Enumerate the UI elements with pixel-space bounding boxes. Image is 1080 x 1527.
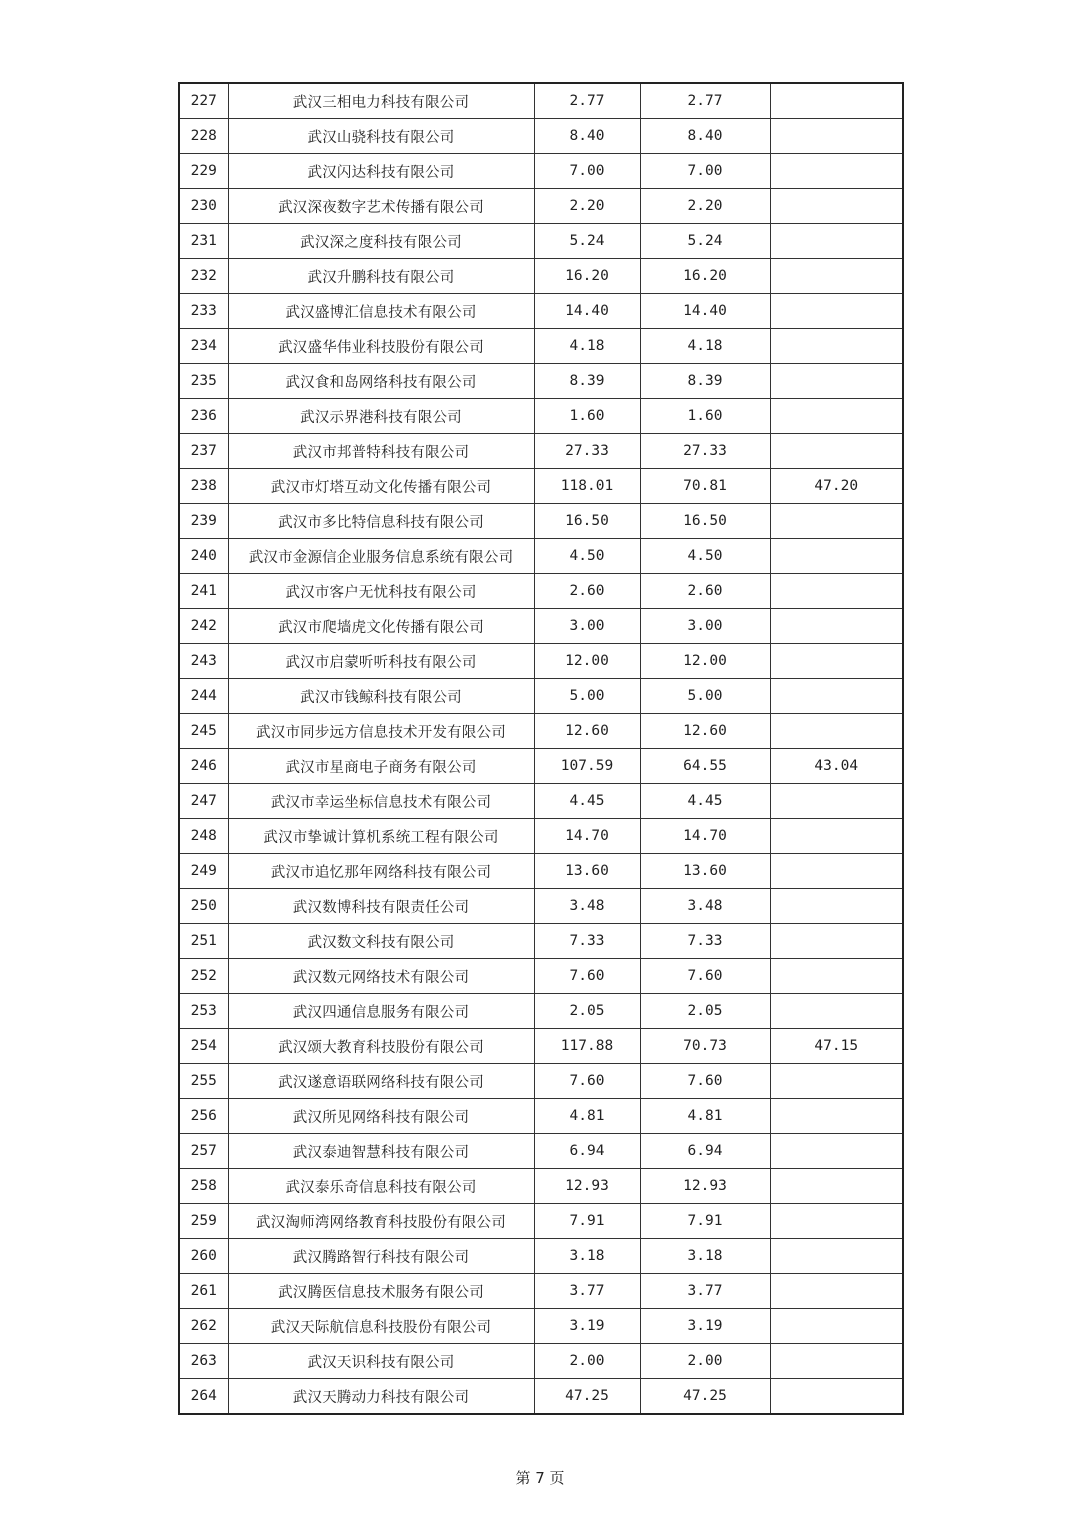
funding-table xyxy=(178,82,904,1415)
table-row xyxy=(179,469,903,504)
table-row xyxy=(179,1239,903,1274)
row-number: 237 xyxy=(179,434,228,469)
table-row xyxy=(179,399,903,434)
amount-part-2 xyxy=(770,1134,903,1169)
amount-total: 1.60 xyxy=(534,399,640,434)
company-name: 武汉闪达科技有限公司 xyxy=(228,154,534,189)
amount-part-2 xyxy=(770,119,903,154)
row-number: 235 xyxy=(179,364,228,399)
amount-part-1: 3.18 xyxy=(640,1239,770,1274)
table-row xyxy=(179,574,903,609)
amount-part-1: 3.00 xyxy=(640,609,770,644)
amount-part-1: 12.00 xyxy=(640,644,770,679)
company-name: 武汉市钱鲸科技有限公司 xyxy=(228,679,534,714)
company-name: 武汉示界港科技有限公司 xyxy=(228,399,534,434)
company-name: 武汉腾路智行科技有限公司 xyxy=(228,1239,534,1274)
amount-total: 3.18 xyxy=(534,1239,640,1274)
table-row xyxy=(179,1379,903,1415)
amount-part-2 xyxy=(770,1239,903,1274)
amount-part-1: 14.40 xyxy=(640,294,770,329)
amount-total: 13.60 xyxy=(534,854,640,889)
amount-part-1: 7.91 xyxy=(640,1204,770,1239)
table-row xyxy=(179,1169,903,1204)
amount-part-1: 47.25 xyxy=(640,1379,770,1415)
company-name: 武汉盛博汇信息技术有限公司 xyxy=(228,294,534,329)
amount-total: 7.33 xyxy=(534,924,640,959)
amount-part-1: 4.45 xyxy=(640,784,770,819)
page-number: 第 7 页 xyxy=(515,1469,565,1487)
row-number: 240 xyxy=(179,539,228,574)
amount-part-1: 64.55 xyxy=(640,749,770,784)
amount-part-2 xyxy=(770,1344,903,1379)
amount-part-2 xyxy=(770,924,903,959)
amount-total: 6.94 xyxy=(534,1134,640,1169)
amount-total: 2.05 xyxy=(534,994,640,1029)
amount-part-2 xyxy=(770,714,903,749)
amount-part-2 xyxy=(770,399,903,434)
company-name: 武汉淘师湾网络教育科技股份有限公司 xyxy=(228,1204,534,1239)
amount-total: 16.20 xyxy=(534,259,640,294)
amount-part-2 xyxy=(770,434,903,469)
row-number: 259 xyxy=(179,1204,228,1239)
row-number: 230 xyxy=(179,189,228,224)
row-number: 234 xyxy=(179,329,228,364)
table-row xyxy=(179,154,903,189)
company-name: 武汉市同步远方信息技术开发有限公司 xyxy=(228,714,534,749)
amount-part-1: 13.60 xyxy=(640,854,770,889)
amount-part-2 xyxy=(770,679,903,714)
amount-total: 107.59 xyxy=(534,749,640,784)
amount-total: 7.00 xyxy=(534,154,640,189)
amount-total: 14.40 xyxy=(534,294,640,329)
table-row xyxy=(179,224,903,259)
amount-part-2 xyxy=(770,1274,903,1309)
amount-part-2 xyxy=(770,1169,903,1204)
row-number: 241 xyxy=(179,574,228,609)
company-name: 武汉天际航信息科技股份有限公司 xyxy=(228,1309,534,1344)
amount-total: 47.25 xyxy=(534,1379,640,1415)
company-name: 武汉天识科技有限公司 xyxy=(228,1344,534,1379)
row-number: 238 xyxy=(179,469,228,504)
amount-total: 3.19 xyxy=(534,1309,640,1344)
amount-part-2 xyxy=(770,154,903,189)
amount-total: 12.00 xyxy=(534,644,640,679)
company-name: 武汉市客户无忧科技有限公司 xyxy=(228,574,534,609)
table-row xyxy=(179,294,903,329)
table-row xyxy=(179,259,903,294)
company-name: 武汉遂意语联网络科技有限公司 xyxy=(228,1064,534,1099)
company-name: 武汉市追忆那年网络科技有限公司 xyxy=(228,854,534,889)
table-row xyxy=(179,1064,903,1099)
row-number: 239 xyxy=(179,504,228,539)
amount-part-1: 3.19 xyxy=(640,1309,770,1344)
amount-part-2 xyxy=(770,644,903,679)
row-number: 264 xyxy=(179,1379,228,1415)
company-name: 武汉深夜数字艺术传播有限公司 xyxy=(228,189,534,224)
amount-part-1: 3.77 xyxy=(640,1274,770,1309)
amount-total: 3.77 xyxy=(534,1274,640,1309)
row-number: 229 xyxy=(179,154,228,189)
company-name: 武汉数文科技有限公司 xyxy=(228,924,534,959)
amount-part-1: 70.81 xyxy=(640,469,770,504)
row-number: 227 xyxy=(179,83,228,119)
row-number: 247 xyxy=(179,784,228,819)
row-number: 260 xyxy=(179,1239,228,1274)
amount-part-1: 14.70 xyxy=(640,819,770,854)
amount-part-2 xyxy=(770,609,903,644)
company-name: 武汉泰乐奇信息科技有限公司 xyxy=(228,1169,534,1204)
row-number: 233 xyxy=(179,294,228,329)
amount-part-1: 7.60 xyxy=(640,1064,770,1099)
table-row xyxy=(179,329,903,364)
amount-total: 7.60 xyxy=(534,1064,640,1099)
amount-part-2 xyxy=(770,1064,903,1099)
company-name: 武汉市邦普特科技有限公司 xyxy=(228,434,534,469)
company-name: 武汉颂大教育科技股份有限公司 xyxy=(228,1029,534,1064)
company-name: 武汉数元网络技术有限公司 xyxy=(228,959,534,994)
table-row xyxy=(179,1204,903,1239)
amount-total: 27.33 xyxy=(534,434,640,469)
amount-total: 4.18 xyxy=(534,329,640,364)
table-row xyxy=(179,539,903,574)
amount-part-1: 1.60 xyxy=(640,399,770,434)
table-row xyxy=(179,609,903,644)
amount-part-1: 2.00 xyxy=(640,1344,770,1379)
amount-total: 118.01 xyxy=(534,469,640,504)
company-name: 武汉市爬墙虎文化传播有限公司 xyxy=(228,609,534,644)
table-row xyxy=(179,1274,903,1309)
amount-total: 12.93 xyxy=(534,1169,640,1204)
company-name: 武汉泰迪智慧科技有限公司 xyxy=(228,1134,534,1169)
row-number: 263 xyxy=(179,1344,228,1379)
row-number: 242 xyxy=(179,609,228,644)
amount-part-2 xyxy=(770,819,903,854)
amount-total: 2.60 xyxy=(534,574,640,609)
amount-part-2: 47.20 xyxy=(770,469,903,504)
table-row xyxy=(179,749,903,784)
row-number: 258 xyxy=(179,1169,228,1204)
table-row xyxy=(179,644,903,679)
amount-part-1: 5.24 xyxy=(640,224,770,259)
amount-total: 2.77 xyxy=(534,83,640,119)
table-row xyxy=(179,784,903,819)
amount-total: 14.70 xyxy=(534,819,640,854)
table-row xyxy=(179,714,903,749)
amount-part-2 xyxy=(770,189,903,224)
amount-total: 2.00 xyxy=(534,1344,640,1379)
amount-total: 12.60 xyxy=(534,714,640,749)
company-name: 武汉山骁科技有限公司 xyxy=(228,119,534,154)
row-number: 257 xyxy=(179,1134,228,1169)
amount-part-1: 70.73 xyxy=(640,1029,770,1064)
amount-part-2 xyxy=(770,574,903,609)
amount-part-2 xyxy=(770,1204,903,1239)
table-row xyxy=(179,889,903,924)
row-number: 228 xyxy=(179,119,228,154)
row-number: 248 xyxy=(179,819,228,854)
amount-total: 8.40 xyxy=(534,119,640,154)
amount-part-1: 12.93 xyxy=(640,1169,770,1204)
amount-part-1: 16.50 xyxy=(640,504,770,539)
amount-total: 5.00 xyxy=(534,679,640,714)
amount-part-1: 2.77 xyxy=(640,83,770,119)
table-row xyxy=(179,1099,903,1134)
amount-total: 7.91 xyxy=(534,1204,640,1239)
amount-part-2: 47.15 xyxy=(770,1029,903,1064)
amount-part-2 xyxy=(770,539,903,574)
company-name: 武汉市挚诚计算机系统工程有限公司 xyxy=(228,819,534,854)
amount-part-1: 12.60 xyxy=(640,714,770,749)
amount-part-2 xyxy=(770,784,903,819)
company-name: 武汉市幸运坐标信息技术有限公司 xyxy=(228,784,534,819)
row-number: 255 xyxy=(179,1064,228,1099)
amount-part-2 xyxy=(770,854,903,889)
row-number: 256 xyxy=(179,1099,228,1134)
company-name: 武汉腾医信息技术服务有限公司 xyxy=(228,1274,534,1309)
amount-part-1: 2.60 xyxy=(640,574,770,609)
company-name: 武汉三相电力科技有限公司 xyxy=(228,83,534,119)
table-row xyxy=(179,1134,903,1169)
table-row xyxy=(179,994,903,1029)
amount-part-2 xyxy=(770,994,903,1029)
company-name: 武汉天腾动力科技有限公司 xyxy=(228,1379,534,1415)
amount-part-2 xyxy=(770,329,903,364)
amount-total: 5.24 xyxy=(534,224,640,259)
amount-total: 4.45 xyxy=(534,784,640,819)
amount-total: 4.81 xyxy=(534,1099,640,1134)
amount-part-1: 5.00 xyxy=(640,679,770,714)
row-number: 249 xyxy=(179,854,228,889)
amount-part-2 xyxy=(770,1309,903,1344)
row-number: 246 xyxy=(179,749,228,784)
amount-part-1: 4.18 xyxy=(640,329,770,364)
amount-part-1: 2.05 xyxy=(640,994,770,1029)
company-name: 武汉数博科技有限责任公司 xyxy=(228,889,534,924)
row-number: 243 xyxy=(179,644,228,679)
row-number: 251 xyxy=(179,924,228,959)
table-row xyxy=(179,959,903,994)
table-row xyxy=(179,854,903,889)
amount-part-1: 4.81 xyxy=(640,1099,770,1134)
company-name: 武汉所见网络科技有限公司 xyxy=(228,1099,534,1134)
amount-total: 16.50 xyxy=(534,504,640,539)
company-name: 武汉市启蒙听听科技有限公司 xyxy=(228,644,534,679)
table-row xyxy=(179,819,903,854)
amount-part-1: 7.60 xyxy=(640,959,770,994)
amount-part-2 xyxy=(770,889,903,924)
row-number: 232 xyxy=(179,259,228,294)
amount-part-1: 7.33 xyxy=(640,924,770,959)
company-name: 武汉市星商电子商务有限公司 xyxy=(228,749,534,784)
amount-part-1: 4.50 xyxy=(640,539,770,574)
company-name: 武汉市灯塔互动文化传播有限公司 xyxy=(228,469,534,504)
amount-part-2 xyxy=(770,959,903,994)
table-row xyxy=(179,434,903,469)
amount-part-2 xyxy=(770,83,903,119)
amount-part-1: 27.33 xyxy=(640,434,770,469)
row-number: 253 xyxy=(179,994,228,1029)
row-number: 250 xyxy=(179,889,228,924)
amount-part-1: 3.48 xyxy=(640,889,770,924)
amount-part-1: 7.00 xyxy=(640,154,770,189)
row-number: 236 xyxy=(179,399,228,434)
table-body xyxy=(179,83,903,1414)
amount-total: 2.20 xyxy=(534,189,640,224)
table-row xyxy=(179,504,903,539)
amount-total: 3.00 xyxy=(534,609,640,644)
amount-part-1: 8.39 xyxy=(640,364,770,399)
table-row xyxy=(179,924,903,959)
table-row xyxy=(179,189,903,224)
table-row xyxy=(179,679,903,714)
company-name: 武汉四通信息服务有限公司 xyxy=(228,994,534,1029)
amount-part-1: 16.20 xyxy=(640,259,770,294)
table-row xyxy=(179,1309,903,1344)
row-number: 252 xyxy=(179,959,228,994)
amount-part-2 xyxy=(770,504,903,539)
amount-part-2 xyxy=(770,294,903,329)
amount-part-1: 8.40 xyxy=(640,119,770,154)
amount-part-1: 2.20 xyxy=(640,189,770,224)
row-number: 254 xyxy=(179,1029,228,1064)
row-number: 262 xyxy=(179,1309,228,1344)
amount-total: 117.88 xyxy=(534,1029,640,1064)
amount-part-2: 43.04 xyxy=(770,749,903,784)
company-name: 武汉深之度科技有限公司 xyxy=(228,224,534,259)
amount-part-2 xyxy=(770,224,903,259)
table-row xyxy=(179,119,903,154)
amount-total: 4.50 xyxy=(534,539,640,574)
company-name: 武汉市多比特信息科技有限公司 xyxy=(228,504,534,539)
row-number: 244 xyxy=(179,679,228,714)
table-row xyxy=(179,1029,903,1064)
amount-total: 7.60 xyxy=(534,959,640,994)
company-name: 武汉市金源信企业服务信息系统有限公司 xyxy=(228,539,534,574)
amount-part-1: 6.94 xyxy=(640,1134,770,1169)
amount-part-2 xyxy=(770,1099,903,1134)
table-row xyxy=(179,83,903,119)
company-name: 武汉盛华伟业科技股份有限公司 xyxy=(228,329,534,364)
table-row xyxy=(179,1344,903,1379)
amount-part-2 xyxy=(770,259,903,294)
row-number: 245 xyxy=(179,714,228,749)
company-name: 武汉食和岛网络科技有限公司 xyxy=(228,364,534,399)
amount-part-2 xyxy=(770,364,903,399)
amount-part-2 xyxy=(770,1379,903,1415)
amount-total: 8.39 xyxy=(534,364,640,399)
table-row xyxy=(179,364,903,399)
row-number: 261 xyxy=(179,1274,228,1309)
company-name: 武汉升鹏科技有限公司 xyxy=(228,259,534,294)
amount-total: 3.48 xyxy=(534,889,640,924)
row-number: 231 xyxy=(179,224,228,259)
